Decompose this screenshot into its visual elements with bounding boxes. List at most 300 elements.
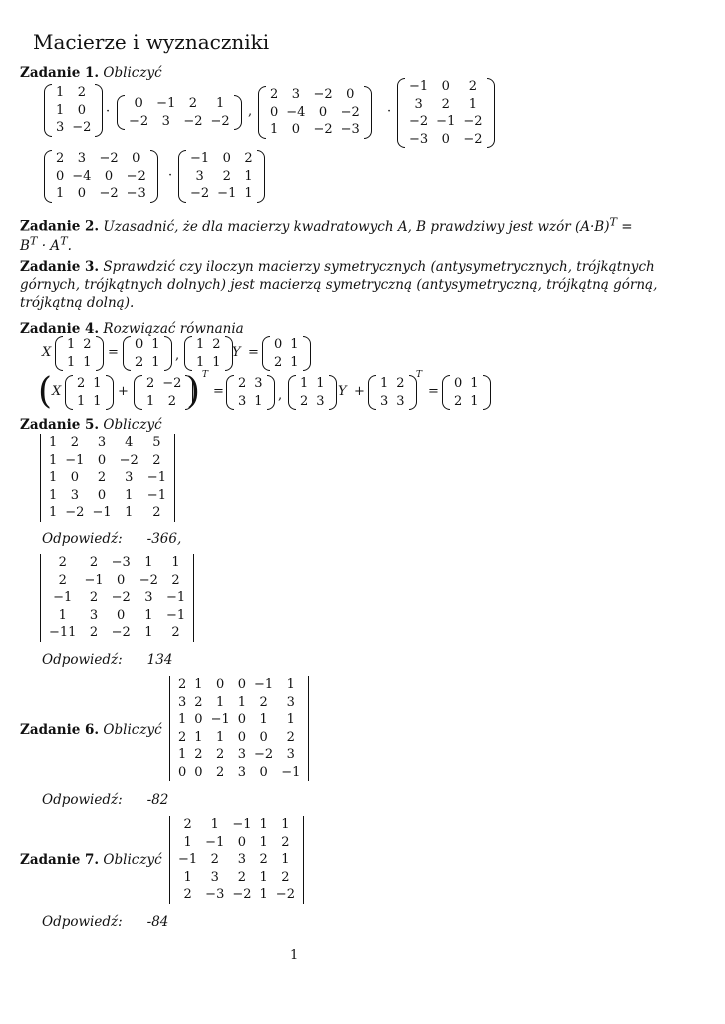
matrix-row <box>234 393 267 411</box>
matrix-cell: 3 <box>89 607 99 623</box>
matrix-4c <box>184 336 233 371</box>
matrix-cell: 3 <box>414 96 423 112</box>
matrix-row <box>73 393 106 411</box>
matrix-cell: 1 <box>300 376 309 391</box>
matrix-row <box>63 336 96 354</box>
matrix-4a <box>55 336 104 371</box>
matrix-cell: 2 <box>178 677 187 692</box>
matrix-entries <box>52 84 95 137</box>
comma-op: , <box>248 104 253 119</box>
matrix-cell: 0 <box>274 337 283 352</box>
matrix-cell: 3 <box>238 393 247 409</box>
matrix-cell: 2 <box>216 764 225 780</box>
matrix-cell: 2 <box>468 79 478 94</box>
matrix-cell: 3 <box>316 393 325 409</box>
matrix-1f <box>178 150 265 203</box>
matrix-cell: 3 <box>70 487 79 503</box>
matrix-row <box>52 168 150 186</box>
matrix-cell: 1 <box>316 376 325 391</box>
matrix-cell: 2 <box>194 694 203 710</box>
matrix-cell: −1 <box>190 151 210 166</box>
matrix-row <box>52 102 95 120</box>
matrix-row <box>45 469 170 487</box>
matrix-cell: −1 <box>165 607 186 623</box>
matrix-cell: −4 <box>286 104 306 120</box>
matrix-cell: 2 <box>56 151 65 166</box>
page-number: 1 <box>290 948 299 963</box>
matrix-cell: 2 <box>281 834 290 850</box>
task-6-heading: Zadanie 6. Obliczyć <box>20 722 162 738</box>
matrix-cell: 1 <box>244 186 253 201</box>
matrix-cell: 0 <box>77 186 86 201</box>
matrix-cell: 1 <box>146 393 155 409</box>
matrix-cell: 2 <box>152 452 161 468</box>
matrix-cell: 3 <box>195 168 204 184</box>
matrix-row <box>142 393 185 411</box>
matrix-row <box>174 694 304 712</box>
matrix-cell: 2 <box>222 168 231 184</box>
matrix-cell: −2 <box>275 887 295 902</box>
matrix-cell: 0 <box>237 834 247 850</box>
matrix-cell: −1 <box>178 852 198 867</box>
matrix-cell: 0 <box>259 729 268 745</box>
matrix-cell: −2 <box>99 151 119 166</box>
eq-op: = <box>108 345 119 360</box>
matrix-cell: 1 <box>196 354 205 370</box>
matrix-row <box>45 487 170 505</box>
matrix-cell: 1 <box>244 168 253 184</box>
matrix-row <box>174 764 304 782</box>
matrix-cell: 2 <box>89 625 99 640</box>
matrix-cell: −2 <box>463 131 483 147</box>
matrix-row <box>192 336 225 354</box>
matrix-cell: −1 <box>210 712 230 727</box>
determinant-6 <box>169 676 309 781</box>
matrix-cell: −1 <box>146 487 166 503</box>
matrix-row <box>52 185 150 203</box>
matrix-cell: 3 <box>237 747 247 762</box>
matrix-cell: 0 <box>117 572 126 588</box>
matrix-cell: −1 <box>281 764 301 780</box>
matrix-cell: 3 <box>380 393 389 409</box>
matrix-row <box>450 393 483 411</box>
matrix-cell: 1 <box>281 852 290 867</box>
matrix-cell: 0 <box>291 122 300 137</box>
matrix-cell: 1 <box>183 869 192 885</box>
matrix-cell: 1 <box>290 354 299 370</box>
matrix-cell: −2 <box>129 113 149 129</box>
matrix-cell: 1 <box>49 505 58 520</box>
matrix-row <box>266 121 364 139</box>
matrix-cell: 2 <box>146 376 155 391</box>
matrix-cell: 0 <box>132 151 141 166</box>
matrix-row <box>125 113 234 131</box>
matrix-row <box>376 375 409 393</box>
matrix-row <box>45 624 189 642</box>
matrix-cell: 1 <box>470 376 479 391</box>
answer-7: Odpowiedź: -84 <box>42 914 169 930</box>
matrix-entries <box>142 375 185 410</box>
matrix-cell: −1 <box>84 572 104 588</box>
transpose-sup: T <box>416 370 423 380</box>
matrix-row <box>52 119 95 137</box>
matrix-cell: 1 <box>237 694 247 710</box>
big-right-paren: ) <box>186 371 201 412</box>
matrix-cell: 0 <box>97 487 107 503</box>
matrix-cell: 1 <box>210 817 219 832</box>
big-left-paren: ( <box>38 371 53 412</box>
matrix-cell: 1 <box>194 677 203 692</box>
matrix-row <box>174 834 299 852</box>
matrix-row <box>174 816 299 834</box>
matrix-4f <box>134 375 193 410</box>
matrix-row <box>174 676 304 694</box>
matrix-cell: 2 <box>300 393 309 409</box>
matrix-cell: 2 <box>183 887 192 902</box>
matrix-cell: 0 <box>194 764 203 780</box>
matrix-cell: 0 <box>237 712 247 727</box>
matrix-cell: −2 <box>99 186 119 201</box>
matrix-row <box>405 131 487 149</box>
comma-op: , <box>278 388 283 403</box>
matrix-row <box>270 336 303 354</box>
matrix-row <box>45 554 189 572</box>
task-7-heading: Zadanie 7. Obliczyć <box>20 852 162 868</box>
matrix-1d <box>397 78 495 148</box>
matrix-cell: −2 <box>138 572 158 588</box>
matrix-cell: −1 <box>165 590 186 605</box>
matrix-cell: 2 <box>188 96 198 111</box>
matrix-row <box>266 104 364 122</box>
matrix-cell: 2 <box>281 869 290 885</box>
matrix-cell: −4 <box>72 168 92 184</box>
matrix-cell: 3 <box>237 852 247 867</box>
matrix-cell: 0 <box>441 79 450 94</box>
dot-op: · <box>106 104 111 119</box>
matrix-4d <box>262 336 311 371</box>
matrix-cell: 1 <box>178 712 187 727</box>
matrix-row <box>174 711 304 729</box>
matrix-cell: 1 <box>470 393 479 409</box>
matrix-cell: 0 <box>222 151 231 166</box>
matrix-cell: 1 <box>196 337 205 352</box>
matrix-row <box>270 354 303 372</box>
matrix-cell: 1 <box>56 102 65 118</box>
matrix-row <box>174 746 304 764</box>
matrix-cell: 2 <box>237 869 247 885</box>
matrix-cell: 3 <box>178 694 187 710</box>
matrix-row <box>174 729 304 747</box>
matrix-cell: −2 <box>313 122 333 137</box>
matrix-cell: −1 <box>146 470 166 485</box>
matrix-row <box>52 150 150 168</box>
matrix-cell: 1 <box>93 393 102 409</box>
matrix-cell: −3 <box>205 887 225 902</box>
matrix-entries <box>405 78 487 148</box>
task-5-heading: Zadanie 5. Obliczyć <box>20 417 162 433</box>
matrix-cell: 1 <box>259 834 268 850</box>
matrix-cell: −2 <box>232 887 252 902</box>
matrix-cell: 0 <box>194 712 203 727</box>
matrix-entries <box>192 336 225 371</box>
matrix-cell: 1 <box>58 607 67 623</box>
matrix-cell: 3 <box>286 747 295 762</box>
matrix-1a <box>44 84 103 137</box>
eq-op: = <box>428 384 439 399</box>
matrix-cell: 1 <box>144 607 153 623</box>
matrix-4e <box>65 375 114 410</box>
matrix-entries <box>63 336 96 371</box>
matrix-row <box>142 375 185 393</box>
matrix-cell: 2 <box>286 729 295 745</box>
matrix-cell: 2 <box>183 817 192 832</box>
matrix-row <box>192 354 225 372</box>
matrix-cell: −3 <box>340 122 360 137</box>
matrix-cell: 2 <box>216 747 225 762</box>
matrix-cell: 1 <box>286 712 295 727</box>
matrix-cell: 2 <box>89 590 99 605</box>
matrix-cell: 0 <box>259 764 268 780</box>
matrix-cell: −1 <box>205 834 225 850</box>
matrix-cell: 1 <box>290 337 299 352</box>
task-3-heading: Zadanie 3. Sprawdzić czy iloczyn macierzy symetrycznych (antysymetrycznych, trójkątnych <box>20 259 655 275</box>
matrix-row <box>186 185 257 203</box>
matrix-row <box>73 375 106 393</box>
matrix-row <box>234 375 267 393</box>
matrix-cell: 2 <box>212 337 221 352</box>
matrix-cell: 1 <box>49 452 58 468</box>
eq-op: = <box>248 345 259 360</box>
matrix-cell: 1 <box>151 337 160 352</box>
matrix-cell: 1 <box>194 729 203 745</box>
matrix-cell: 3 <box>237 764 247 780</box>
matrix-1b <box>117 95 242 130</box>
matrix-cell: 1 <box>259 869 268 885</box>
task-1-heading: Zadanie 1. Obliczyć <box>20 65 162 81</box>
matrix-cell: 3 <box>291 87 300 102</box>
matrix-cell: 1 <box>281 817 290 832</box>
matrix-row <box>45 572 189 590</box>
matrix-cell: −1 <box>232 817 252 832</box>
plus-op: + <box>354 384 365 399</box>
matrix-cell: 0 <box>77 102 86 118</box>
matrix-cell: −2 <box>72 120 92 135</box>
matrix-cell: 1 <box>216 694 225 710</box>
matrix-cell: 1 <box>56 85 65 100</box>
matrix-row <box>186 150 257 168</box>
matrix-1c <box>258 86 372 139</box>
matrix-row <box>174 886 299 904</box>
matrix-cell: −2 <box>190 186 210 201</box>
matrix-cell: 3 <box>97 435 107 450</box>
task-2-heading: Zadanie 2. Uzasadnić, że dla macierzy kwadratowych A, B prawdziwy jest wzór $(A\cdot B)^T$ = <box>20 215 633 235</box>
matrix-cell: 3 <box>125 470 134 485</box>
matrix-cell: −2 <box>126 168 146 184</box>
matrix-entries <box>52 150 150 203</box>
matrix-entries <box>73 375 106 410</box>
matrix-cell: 3 <box>286 694 295 710</box>
matrix-cell: 2 <box>396 376 405 391</box>
var-y: Y <box>338 384 347 399</box>
matrix-cell: 3 <box>56 120 65 135</box>
matrix-cell: 1 <box>49 435 58 450</box>
matrix-row <box>45 589 189 607</box>
matrix-row <box>45 452 170 470</box>
matrix-cell: 1 <box>151 354 160 370</box>
matrix-cell: −1 <box>65 452 85 468</box>
matrix-cell: 2 <box>178 729 187 745</box>
matrix-cell: 2 <box>152 505 161 520</box>
plus-op: + <box>118 384 129 399</box>
matrix-cell: 1 <box>259 817 268 832</box>
matrix-row <box>296 393 329 411</box>
matrix-row <box>266 86 364 104</box>
var-x: X <box>52 384 62 399</box>
matrix-4g <box>226 375 275 410</box>
matrix-cell: 0 <box>178 764 187 780</box>
task-3-line-3: trójkątną dolną). <box>20 295 135 311</box>
matrix-cell: 2 <box>274 354 283 370</box>
matrix-cell: 2 <box>171 572 180 588</box>
matrix-row <box>376 393 409 411</box>
matrix-cell: −2 <box>162 376 182 391</box>
matrix-cell: 1 <box>183 834 192 850</box>
matrix-row <box>174 851 299 869</box>
transpose-sup: T <box>202 370 209 380</box>
matrix-row <box>131 336 164 354</box>
matrix-row <box>131 354 164 372</box>
matrix-row <box>405 96 487 114</box>
matrix-cell: −1 <box>217 186 237 201</box>
matrix-entries <box>450 375 483 410</box>
matrix-cell: 2 <box>58 555 67 570</box>
matrix-row <box>296 375 329 393</box>
matrix-cell: 3 <box>144 590 153 605</box>
matrix-cell: 1 <box>270 122 279 137</box>
matrix-row <box>174 869 299 887</box>
answer-6: Odpowiedź: -82 <box>42 792 169 808</box>
matrix-cell: 2 <box>89 555 99 570</box>
task-4-heading: Zadanie 4. Rozwiązać równania <box>20 321 244 337</box>
task-2-line-2: $B^T \cdot A^T$. <box>20 234 72 254</box>
determinant-5a <box>40 434 175 522</box>
matrix-cell: 2 <box>167 393 176 409</box>
matrix-cell: −1 <box>436 114 456 129</box>
matrix-cell: −1 <box>254 677 274 692</box>
matrix-4j <box>442 375 491 410</box>
matrix-row <box>450 375 483 393</box>
matrix-row <box>45 504 170 522</box>
matrix-cell: 0 <box>454 376 463 391</box>
determinant-5b <box>40 554 194 642</box>
matrix-cell: 0 <box>270 104 279 120</box>
matrix-cell: −2 <box>254 747 274 762</box>
matrix-cell: 2 <box>259 852 268 867</box>
matrix-row <box>125 95 234 113</box>
matrix-cell: 2 <box>244 151 253 166</box>
matrix-cell: 2 <box>58 572 67 588</box>
matrix-cell: −1 <box>92 505 112 520</box>
matrix-cell: 1 <box>144 555 153 570</box>
matrix-cell: 1 <box>49 470 58 485</box>
matrix-entries <box>270 336 303 371</box>
matrix-cell: 1 <box>216 729 225 745</box>
matrix-row <box>405 78 487 96</box>
matrix-cell: 2 <box>441 96 450 112</box>
answer-5b: Odpowiedź: 134 <box>42 652 173 668</box>
matrix-cell: 2 <box>238 376 247 391</box>
matrix-cell: 0 <box>104 168 114 184</box>
matrix-cell: 1 <box>144 625 153 640</box>
matrix-cell: 2 <box>171 625 180 640</box>
matrix-entries <box>131 336 164 371</box>
matrix-cell: 2 <box>270 87 279 102</box>
matrix-cell: −11 <box>49 625 77 640</box>
matrix-cell: 0 <box>216 677 225 692</box>
matrix-cell: 3 <box>254 376 263 391</box>
matrix-cell: −3 <box>111 555 131 570</box>
var-y: Y <box>232 345 241 360</box>
matrix-cell: 0 <box>441 131 450 147</box>
matrix-entries <box>174 676 304 781</box>
var-x: X <box>42 345 52 360</box>
matrix-cell: 0 <box>346 87 355 102</box>
matrix-cell: −2 <box>313 87 333 102</box>
comma-op: , <box>175 348 180 363</box>
matrix-cell: −2 <box>65 505 85 520</box>
matrix-row <box>405 113 487 131</box>
matrix-cell: 1 <box>56 186 65 201</box>
matrix-row <box>52 84 95 102</box>
matrix-cell: 1 <box>125 487 134 503</box>
page-title: Macierze i wyznaczniki <box>33 30 270 54</box>
matrix-cell: −2 <box>111 625 131 640</box>
matrix-cell: 1 <box>67 354 76 370</box>
matrix-cell: 3 <box>210 869 219 885</box>
matrix-cell: 1 <box>468 96 478 112</box>
matrix-cell: 0 <box>56 168 65 184</box>
matrix-cell: 1 <box>49 487 58 503</box>
matrix-row <box>186 168 257 186</box>
matrix-cell: −1 <box>53 590 73 605</box>
matrix-cell: 2 <box>77 376 86 391</box>
determinant-7 <box>169 816 304 904</box>
matrix-cell: 2 <box>210 852 219 867</box>
matrix-entries <box>186 150 257 203</box>
matrix-cell: −2 <box>409 114 429 129</box>
matrix-cell: 2 <box>194 747 203 762</box>
matrix-cell: −3 <box>409 131 429 147</box>
dot-op: · <box>387 104 392 119</box>
matrix-cell: −1 <box>156 96 176 111</box>
matrix-entries <box>45 554 189 642</box>
matrix-cell: −2 <box>111 590 131 605</box>
matrix-cell: 0 <box>97 452 107 468</box>
matrix-cell: 1 <box>259 712 268 727</box>
matrix-cell: 1 <box>259 887 268 902</box>
matrix-row <box>45 434 170 452</box>
matrix-cell: 1 <box>171 555 180 570</box>
matrix-cell: 0 <box>237 729 247 745</box>
matrix-4h <box>288 375 337 410</box>
matrix-entries <box>234 375 267 410</box>
matrix-cell: 0 <box>237 677 247 692</box>
matrix-entries <box>296 375 329 410</box>
matrix-cell: 1 <box>212 354 221 370</box>
eq-op: = <box>213 384 224 399</box>
matrix-cell: 1 <box>254 393 263 409</box>
matrix-cell: 3 <box>77 151 86 166</box>
